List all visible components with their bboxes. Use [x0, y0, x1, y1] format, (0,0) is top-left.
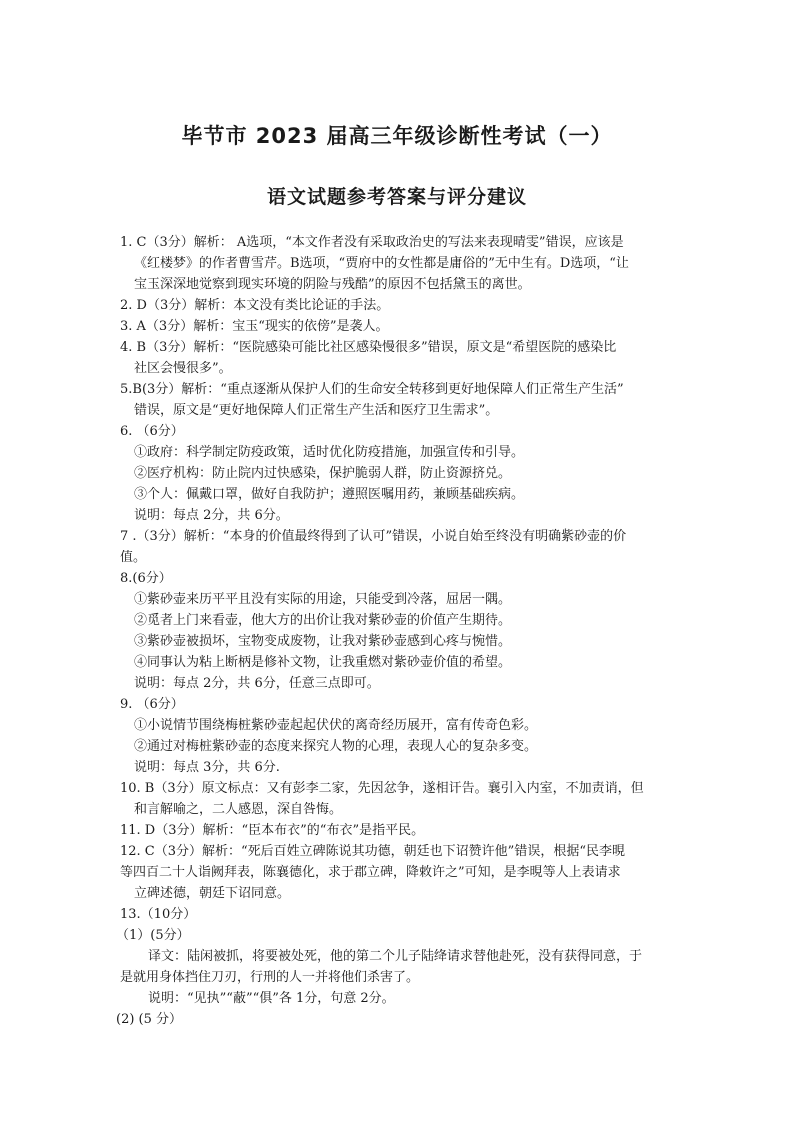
text-line: 等四百二十人诣阙拜表，陈襄德化，求于郡立碑，降敕许之”可知，是李晛等人上表请求	[120, 865, 621, 880]
text-line: 2. D（3分）解析：本文没有类比论证的手法。	[120, 298, 390, 313]
text-line: 译文：陆闲被抓，将要被处死，他的第二个儿子陆绛请求替他赴死，没有获得同意，于	[148, 949, 643, 964]
text-line: 10. B（3分）原文标点：又有彭李二家，先因忿争，遂相讦告。襄引入内室，不加责诮，但	[120, 781, 644, 796]
answer-content	[116, 232, 688, 1030]
text-line: ①紫砂壶来历平平且没有实际的用途，只能受到冷落，屈居一隅。	[134, 592, 512, 607]
text-line: ②医疗机构：防止院内过快感染，保护脆弱人群，防止资源挤兑。	[134, 466, 512, 481]
text-line: 7 .（3分）解析：“本身的价值最终得到了认可”错误，小说自始至终没有明确紫砂壶的价	[120, 529, 627, 544]
text-line: 5.B(3分）解析：“重点逐渐从保护人们的生命安全转移到更好地保障人们正常生产生活”	[120, 382, 624, 397]
text-line: ②通过对梅桩紫砂壶的态度来探究人物的心理，表现人心的复杂多变。	[134, 739, 538, 754]
text-line: 立碑述德，朝廷下诏同意。	[134, 886, 291, 901]
text-line: 8.(6分）	[120, 571, 172, 586]
text-line: 错误，原文是“更好地保障人们正常生产生活和医疗卫生需求”。	[134, 403, 499, 418]
text-line: ③个人：佩戴口罩，做好自我防护；遵照医嘱用药，兼顾基础疾病。	[134, 487, 525, 502]
text-line: ①政府：科学制定防疫政策，适时优化防疫措施，加强宣传和引导。	[134, 445, 525, 460]
text-line: ①小说情节围绕梅桩紫砂壶起起伏伏的离奇经历展开，富有传奇色彩。	[134, 718, 538, 733]
text-line: 11. D（3分）解析：“臣本布衣”的“布衣”是指平民。	[120, 823, 425, 838]
text-line: 说明：“见执”“蔽”“俱”各 1分，句意 2分。	[148, 991, 395, 1006]
text-line: 3. A（3分）解析：宝玉“现实的依傍”是袭人。	[120, 319, 389, 334]
text-line: 值。	[120, 550, 147, 565]
text-line: 13.（10分）	[120, 907, 197, 922]
text-line: 是就用身体挡住刀刃，行刑的人一并将他们杀害了。	[120, 970, 420, 985]
text-line: ④同事认为粘上断柄是修补文物，让我重燃对紫砂壶价值的希望。	[134, 655, 512, 670]
text-line: 和言解喻之，二人感恩，深自咎悔。	[134, 802, 343, 817]
text-line: 社区会慢很多”。	[134, 361, 232, 376]
text-line: （1）(5分）	[116, 928, 190, 943]
text-line: 9. （6分）	[120, 697, 184, 712]
text-line: 12. C（3分）解析：“死后百姓立碑陈说其功德，朝廷也下诏赞许他”错误，根据“民李晛	[120, 844, 625, 859]
text-line: 4. B（3分）解析：“医院感染可能比社区感染慢很多”错误，原文是“希望医院的感染比	[120, 340, 617, 355]
text-line: 《红楼梦》的作者曹雪芹。B选项，“贾府中的女性都是庸俗的”无中生有。D选项，“让	[134, 256, 629, 271]
text-line: 说明：每点 2分，共 6分，任意三点即可。	[134, 676, 380, 691]
text-line: 宝玉深深地觉察到现实环境的阴险与残酷”的原因不包括黛玉的离世。	[134, 277, 531, 292]
text-line: (2) (5 分）	[116, 1012, 183, 1027]
page-title: 毕节市 2023 届高三年级诊断性考试（一）	[181, 124, 613, 148]
text-line: 说明：每点 3分，共 6分.	[134, 760, 280, 775]
text-line: 1. C（3分）解析： A选项，“本文作者没有采取政治史的写法来表现晴雯”错误，应该是	[120, 235, 624, 250]
page-subtitle: 语文试题参考答案与评分建议	[266, 186, 527, 208]
text-line: 说明：每点 2分，共 6分。	[134, 508, 289, 523]
text-line: 6. （6分）	[120, 424, 184, 439]
text-line: ③紫砂壶被损坏，宝物变成废物，让我对紫砂壶感到心疼与惋惜。	[134, 634, 512, 649]
text-line: ②觅者上门来看壶，他大方的出价让我对紫砂壶的价值产生期待。	[134, 613, 512, 628]
